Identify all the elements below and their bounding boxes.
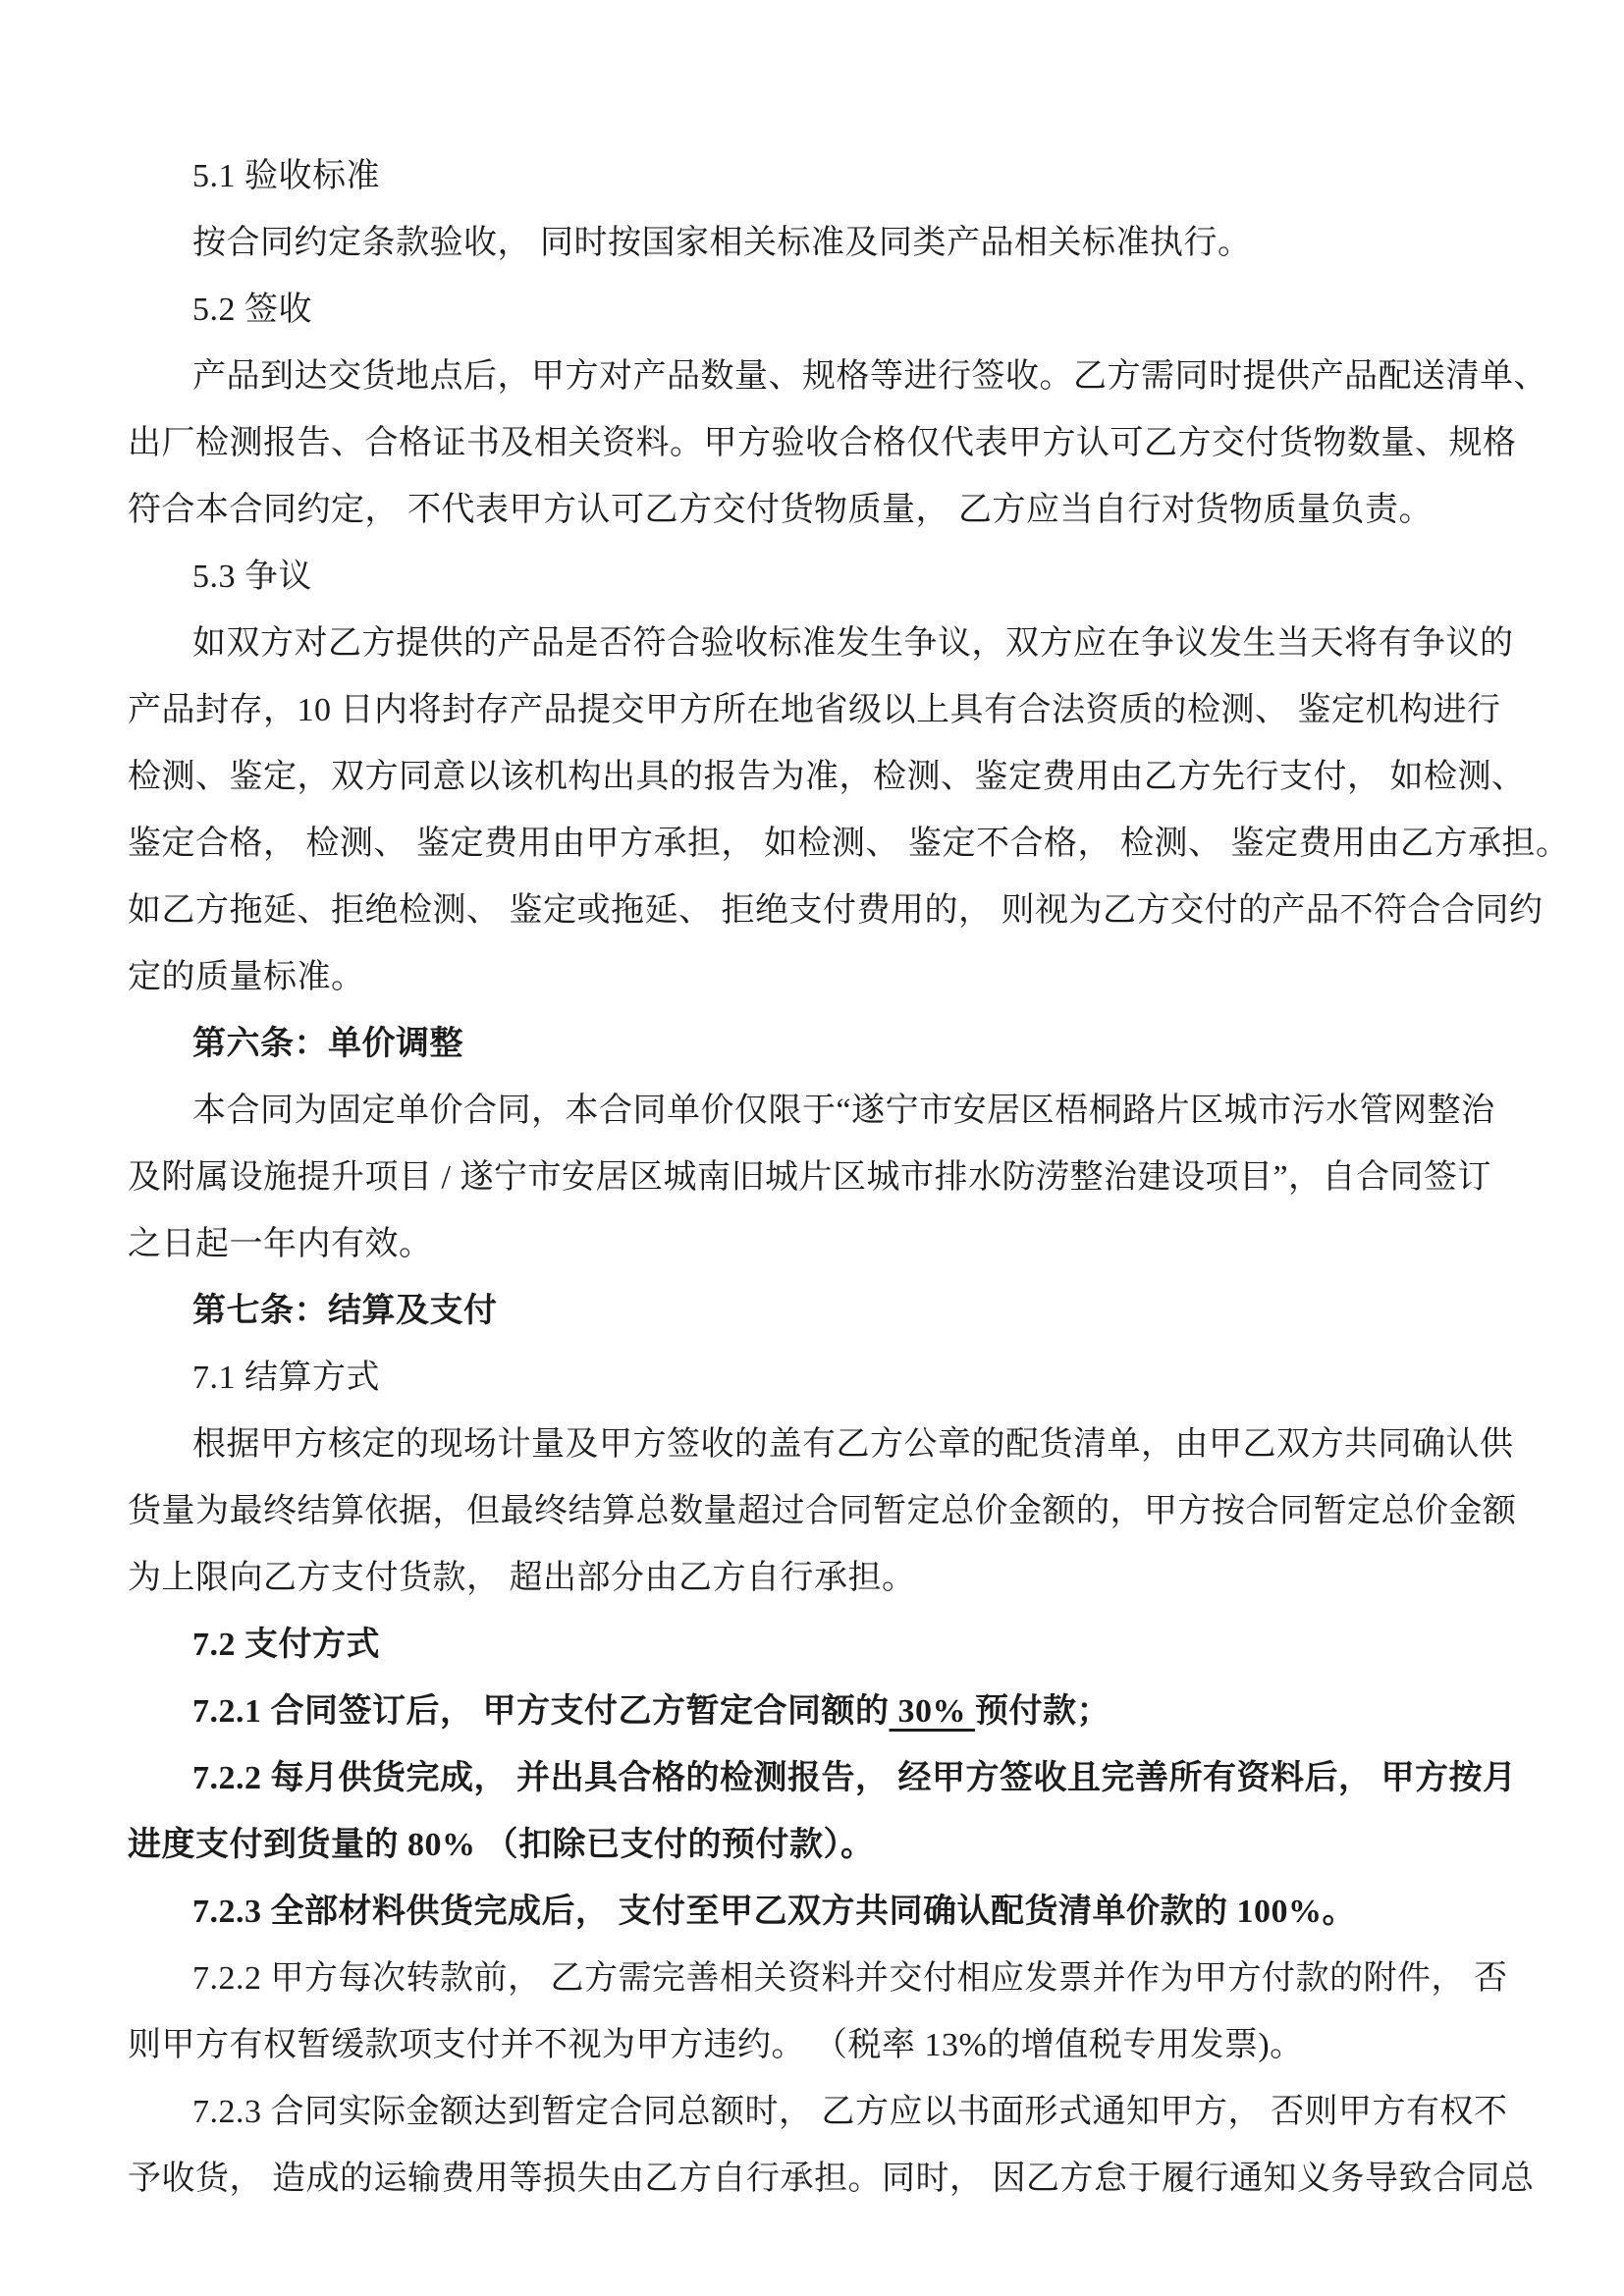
clause-7-2-2b-line-2: 则甲方有权暂缓款项支付并不视为甲方违约。 （税率 13%的增值税专用发票)。 <box>128 2027 1304 2063</box>
section-5-3-body-line-2: 产品封存，10 日内将封存产品提交甲方所在地省级以上具有合法资质的检测、 鉴定机构进行 <box>128 692 1501 728</box>
section-5-2-body-line-3: 符合本合同约定， 不代表甲方认可乙方交付货物质量， 乙方应当自行对货物质量负责。 <box>128 492 1433 528</box>
section-5-2-body-line-2: 出厂检测报告、合格证书及相关资料。甲方验收合格仅代表甲方认可乙方交付货物数量、规格 <box>128 425 1517 461</box>
clause-7-2-1 <box>128 1679 1506 1745</box>
section-7-1-body-line-2: 货量为最终结算依据，但最终结算总数量超过合同暂定总价金额的，甲方按合同暂定总价金额 <box>128 1493 1517 1529</box>
section-5-3-body-line-5: 如乙方拖延、拒绝检测、 鉴定或拖延、 拒绝支付费用的， 则视为乙方交付的产品不符合合同约 <box>128 892 1543 929</box>
section-5-3-heading: 5.3 争议 <box>192 559 312 595</box>
article-7-heading: 第七条：结算及支付 <box>192 1293 498 1329</box>
section-7-2-heading: 7.2 支付方式 <box>192 1627 380 1663</box>
section-7-1-body-line-3: 为上限向乙方支付货款， 超出部分由乙方自行承担。 <box>128 1560 916 1596</box>
section-5-3-body-line-3: 检测、鉴定，双方同意以该机构出具的报告为准，检测、鉴定费用由乙方先行支付， 如检测、 <box>128 759 1526 795</box>
article-6-body-line-2: 及附属设施提升项目 / 遂宁市安居区城南旧城片区城市排水防涝整治建设项目”，自合同签订 <box>128 1159 1492 1196</box>
article-6-body-line-3: 之日起一年内有效。 <box>128 1226 433 1262</box>
section-5-1-body: 按合同约定条款验收， 同时按国家相关标准及同类产品相关标准执行。 <box>192 225 1252 261</box>
section-5-2-heading: 5.2 签收 <box>192 292 312 328</box>
clause-7-2-2-line-2: 进度支付到货量的 80% （扣除已支付的预付款）。 <box>128 1827 875 1863</box>
clause-7-2-2-line-1: 7.2.2 每月供货完成， 并出具合格的检测报告， 经甲方签收且完善所有资料后， 甲方按月 <box>192 1760 1517 1796</box>
section-7-1-body-line-1: 根据甲方核定的现场计量及甲方签收的盖有乙方公章的配货清单，由甲乙双方共同确认供 <box>192 1426 1514 1463</box>
section-5-1-heading: 5.1 验收标准 <box>192 158 380 194</box>
section-5-3-body-line-4: 鉴定合格， 检测、 鉴定费用由甲方承担， 如检测、 鉴定不合格， 检测、 鉴定费用由乙方承担。 <box>128 826 1570 862</box>
clause-7-2-3b-line-2: 予收货， 造成的运输费用等损失由乙方自行承担。同时， 因乙方怠于履行通知义务导致合同总 <box>128 2161 1535 2197</box>
section-5-3-body-line-1: 如双方对乙方提供的产品是否符合验收标准发生争议，双方应在争议发生当天将有争议的 <box>192 625 1514 662</box>
article-6-heading: 第六条：单价调整 <box>192 1026 463 1062</box>
section-5-2-body-line-1: 产品到达交货地点后，甲方对产品数量、规格等进行签收。乙方需同时提供产品配送清单、 <box>192 358 1547 395</box>
section-5-3-body-line-6: 定的质量标准。 <box>128 959 365 995</box>
prepayment-percentage: 30% <box>889 1693 975 1730</box>
clause-7-2-3b-line-1: 7.2.3 合同实际金额达到暂定合同总额时， 乙方应以书面形式通知甲方， 否则甲方有权不 <box>192 2094 1508 2130</box>
clause-7-2-3: 7.2.3 全部材料供货完成后， 支付至甲乙双方共同确认配货清单价款的 100%。 <box>192 1894 1356 1930</box>
clause-7-2-2b-line-1: 7.2.2 甲方每次转款前， 乙方需完善相关资料并交付相应发票并作为甲方付款的附件， 否 <box>192 1960 1508 1997</box>
section-7-1-heading: 7.1 结算方式 <box>192 1360 380 1396</box>
clause-7-2-1-suffix: 预付款； <box>975 1693 1110 1730</box>
clause-7-2-1-prefix: 7.2.1 合同签订后， 甲方支付乙方暂定合同额的 <box>192 1693 890 1730</box>
article-6-body-line-1: 本合同为固定单价合同，本合同单价仅限于“遂宁市安居区梧桐路片区城市污水管网整治 <box>192 1093 1495 1129</box>
